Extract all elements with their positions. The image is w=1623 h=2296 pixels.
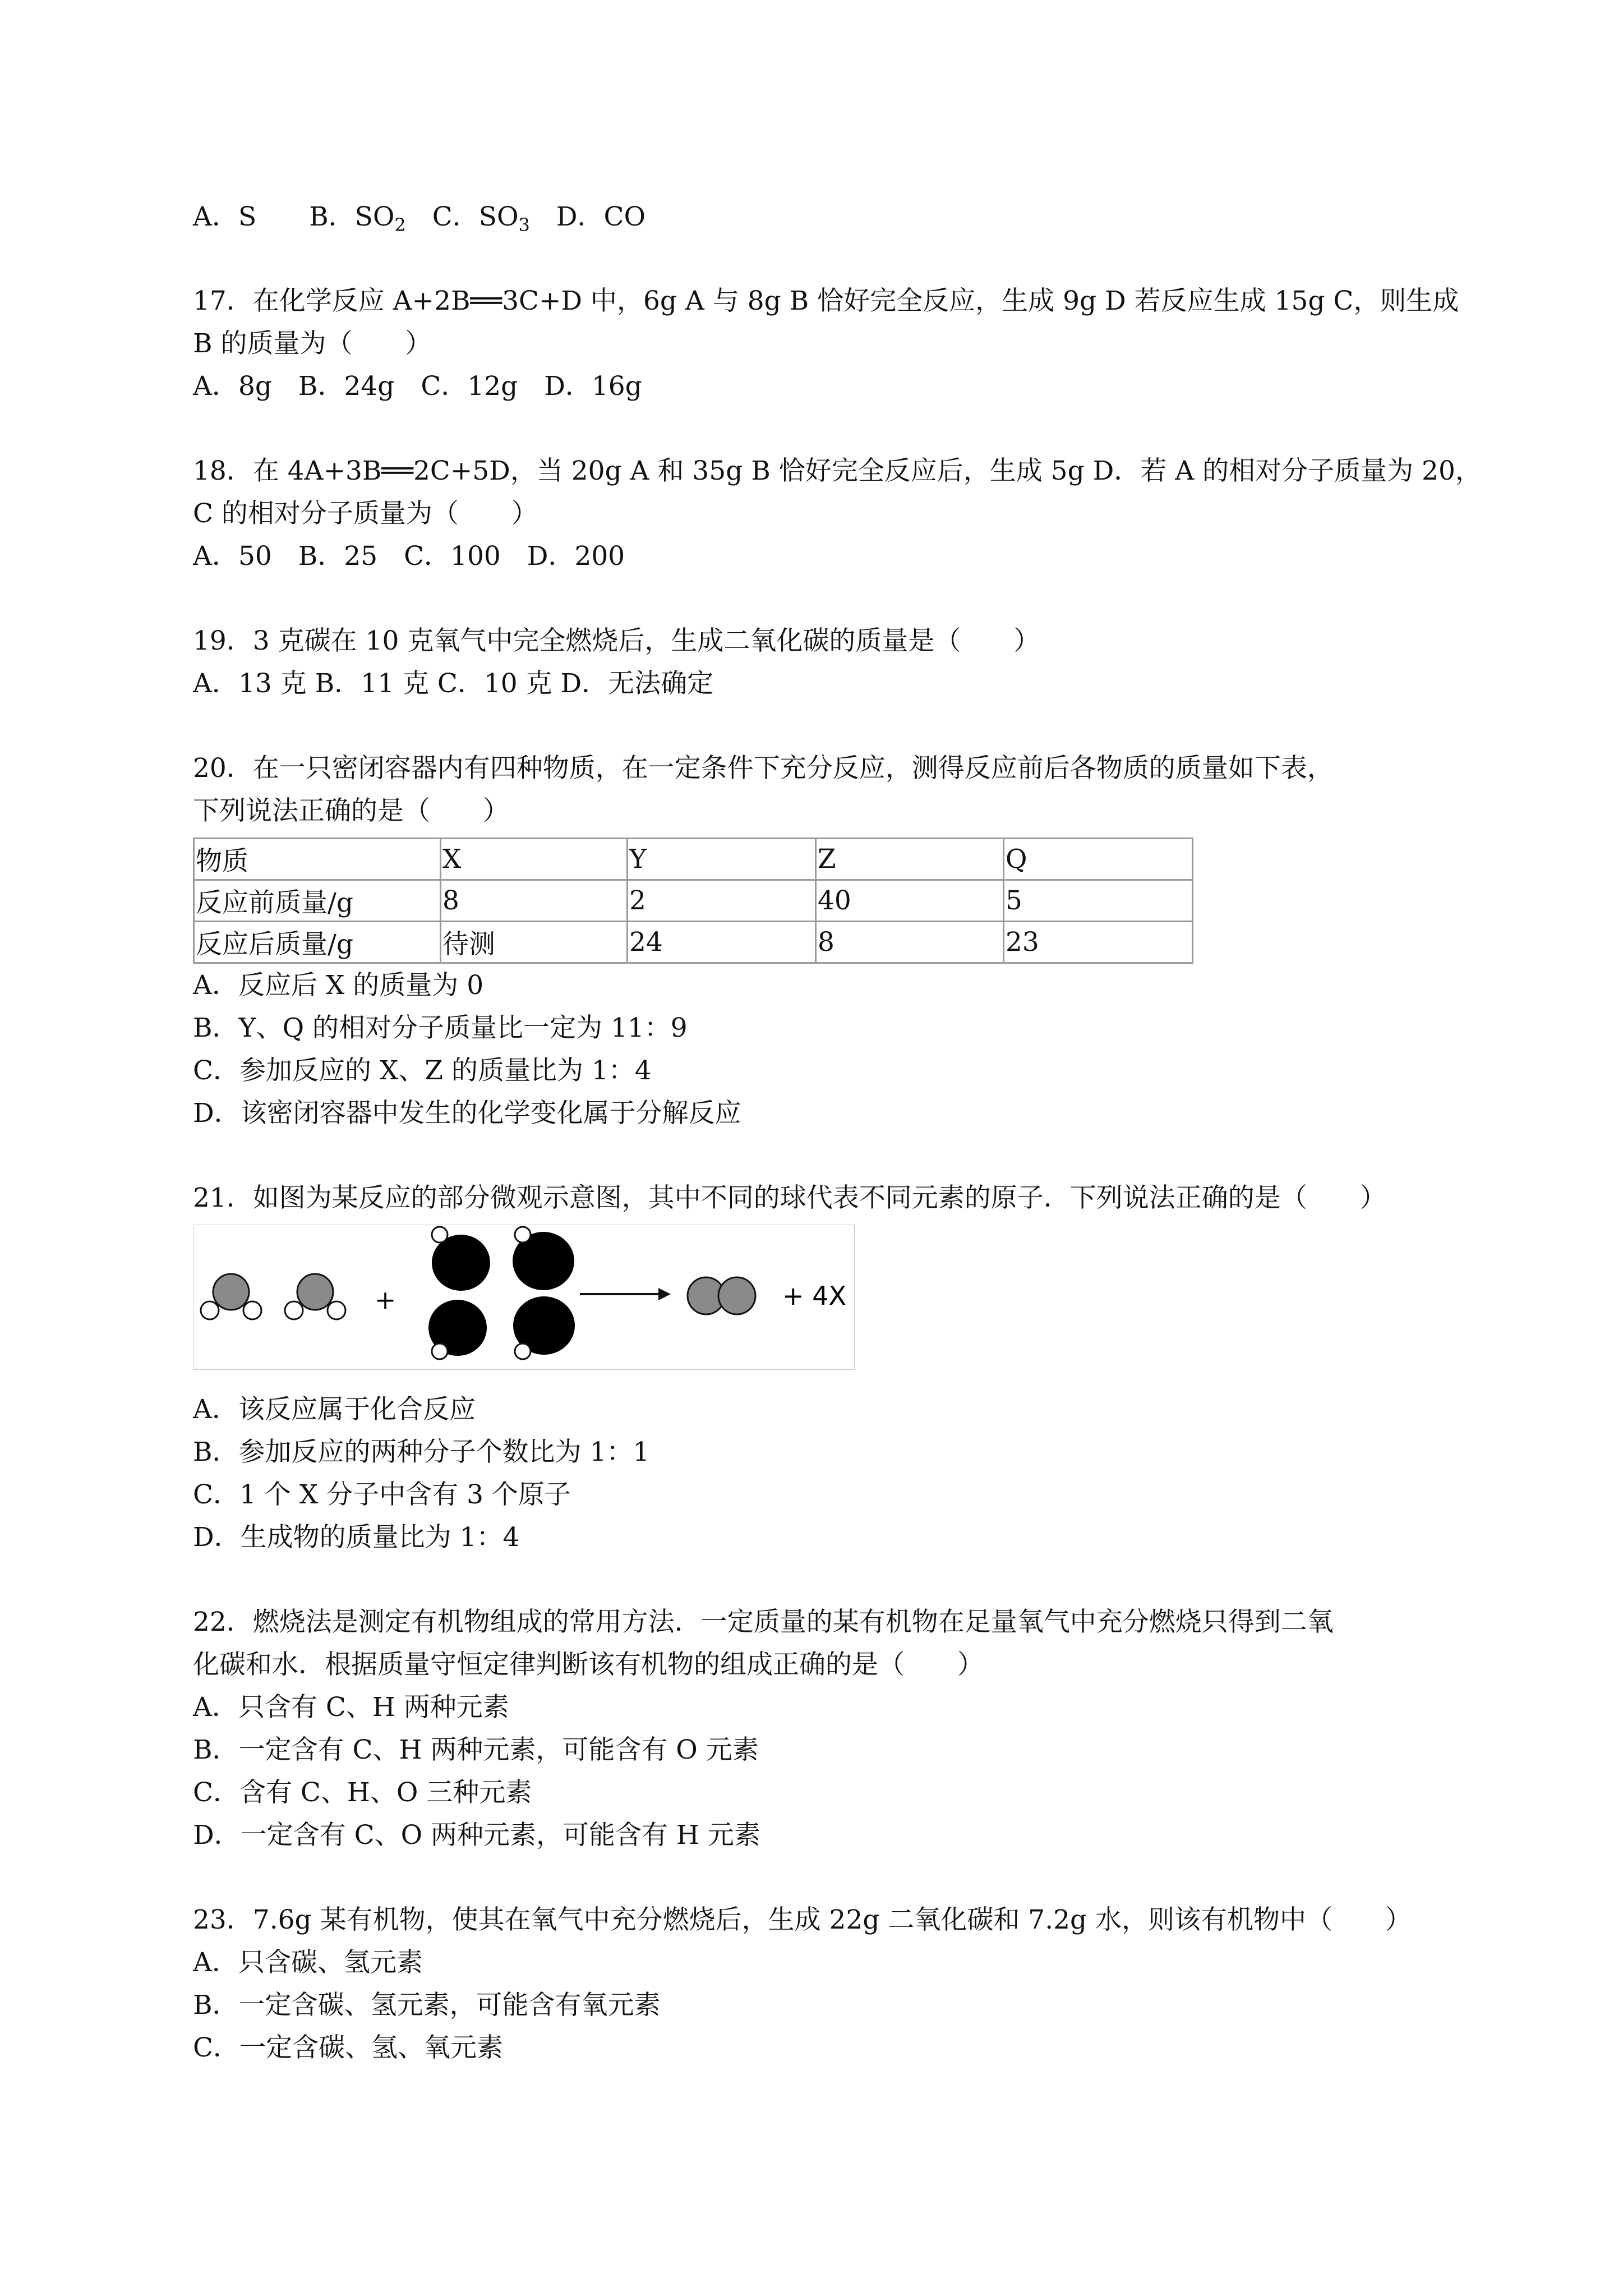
table-cell: 23 — [1004, 922, 1193, 963]
q18-stem-line2: C 的相对分子质量为（ ） — [193, 498, 538, 529]
q21-option-c: C．1 个 X 分子中含有 3 个原子 — [193, 1479, 571, 1510]
table-cell: 待测 — [441, 922, 628, 963]
table-row — [194, 922, 1193, 963]
q22-option-c: C．含有 C、H、O 三种元素 — [193, 1777, 532, 1808]
table-row — [194, 880, 1193, 922]
q17-stem-line2: B 的质量为（ ） — [193, 328, 432, 359]
q20-option-a: A．反应后 X 的质量为 0 — [193, 970, 484, 1001]
table-cell: Y — [628, 839, 816, 880]
q16-option-b: B．$SO_2$ — [309, 201, 406, 236]
q18-stem-line1: 18．在 4A+3B══2C+5D，当 20g A 和 35g B 恰好完全反应后，生成 5g D．若 A 的相对分子质量为 20， — [193, 455, 1482, 486]
q23-option-a: A．只含碳、氢元素 — [193, 1947, 423, 1978]
q23-option-c: C．一定含碳、氢、氧元素 — [193, 2032, 503, 2063]
plus-sign: + — [374, 1285, 396, 1315]
q22-stem-line2: 化碳和水．根据质量守恒定律判断该有机物的组成正确的是（ ） — [193, 1649, 984, 1680]
table-cell: 40 — [816, 880, 1004, 922]
q20-mass-table — [193, 838, 1193, 964]
q22-stem-line1: 22．燃烧法是测定有机物组成的常用方法．一定质量的某有机物在足量氧气中充分燃烧只得到二氧 — [193, 1607, 1334, 1637]
table-cell: X — [441, 839, 628, 880]
table-cell: 反应后质量/g — [194, 922, 441, 963]
table-cell: 2 — [628, 880, 816, 922]
reaction-diagram — [193, 1225, 856, 1370]
q23-stem: 23．7.6g 某有机物，使其在氧气中充分燃烧后，生成 22g 二氧化碳和 7.2g 水，则该有机物中（ ） — [193, 1904, 1412, 1935]
q17-options: A．8g B．24g C．12g D．16g — [193, 371, 642, 402]
q21-option-b: B．参加反应的两种分子个数比为 1：1 — [193, 1437, 650, 1467]
q20-option-c: C．参加反应的 X、Z 的质量比为 1：4 — [193, 1055, 652, 1086]
q21-option-a: A．该反应属于化合反应 — [193, 1394, 476, 1425]
q17-stem-line1: 17．在化学反应 A+2B══3C+D 中，6g A 与 8g B 恰好完全反应，生成 9g D 若反应生成 15g C，则生成 — [193, 286, 1459, 316]
q20-option-b: B．Y、Q 的相对分子质量比一定为 11：9 — [193, 1013, 688, 1043]
q20-stem-line1: 20．在一只密闭容器内有四种物质，在一定条件下充分反应，测得反应前后各物质的质量如下表， — [193, 753, 1334, 784]
q22-option-a: A．只含有 C、H 两种元素 — [193, 1692, 509, 1723]
table-cell: 物质 — [194, 839, 441, 880]
q23-option-b: B．一定含碳、氢元素，可能含有氧元素 — [193, 1990, 661, 2021]
table-cell: 8 — [441, 880, 628, 922]
table-cell: 5 — [1004, 880, 1193, 922]
q16-option-c: C．$SO_3$ — [432, 201, 530, 236]
q16-options — [193, 200, 645, 234]
table-cell: 反应前质量/g — [194, 880, 441, 922]
q22-option-d: D．一定含有 C、O 两种元素，可能含有 H 元素 — [193, 1820, 760, 1851]
table-cell: 24 — [628, 922, 816, 963]
q19-stem: 19．3 克碳在 10 克氧气中完全燃烧后，生成二氧化碳的质量是（ ） — [193, 625, 1040, 656]
q21-option-d: D．生成物的质量比为 1：4 — [193, 1522, 520, 1553]
q16-option-a: A．S — [193, 201, 257, 232]
q20-option-d: D．该密闭容器中发生的化学变化属于分解反应 — [193, 1098, 741, 1129]
table-cell: Z — [816, 839, 1004, 880]
q16-option-d: D．CO — [556, 201, 646, 232]
table-header-row — [194, 839, 1193, 880]
table-cell: Q — [1004, 839, 1193, 880]
product-label: + 4X — [782, 1281, 846, 1311]
q22-option-b: B．一定含有 C、H 两种元素，可能含有 O 元素 — [193, 1734, 759, 1765]
q20-stem-line2: 下列说法正确的是（ ） — [193, 795, 509, 826]
q18-options: A．50 B．25 C．100 D．200 — [193, 541, 625, 572]
q19-options: A．13 克 B．11 克 C．10 克 D．无法确定 — [193, 668, 714, 699]
table-cell: 8 — [816, 922, 1004, 963]
q21-stem: 21．如图为某反应的部分微观示意图，其中不同的球代表不同元素的原子．下列说法正确的是（ ） — [193, 1182, 1386, 1213]
